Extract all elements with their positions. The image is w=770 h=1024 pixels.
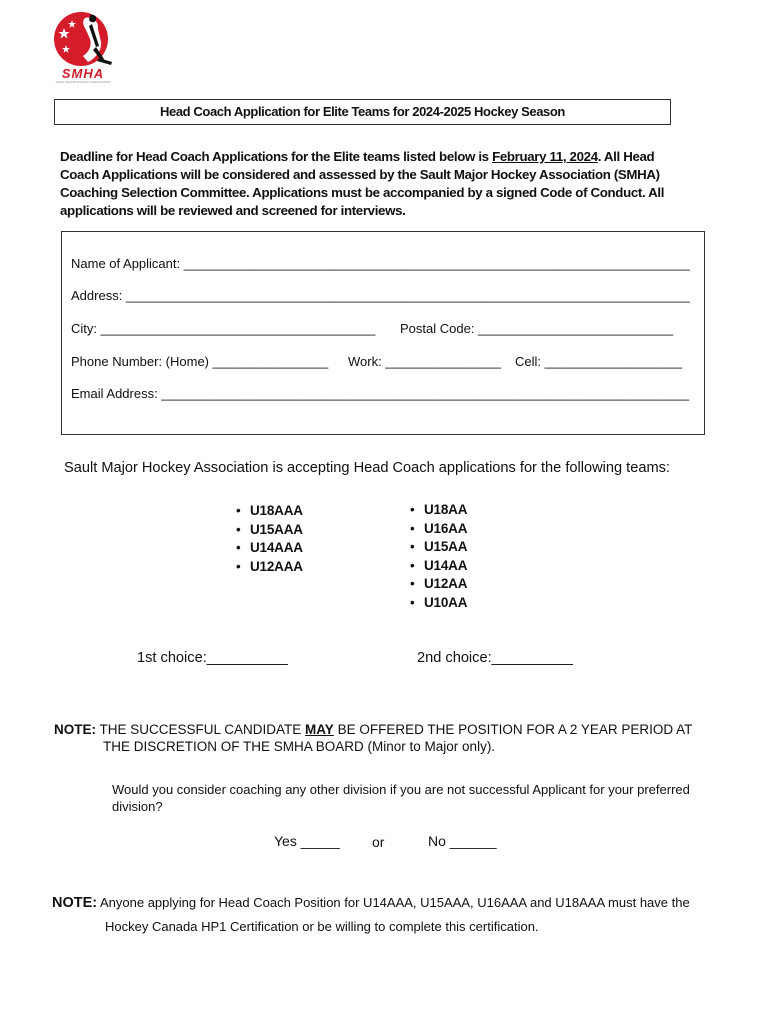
list-item: • U10AA [410,594,467,613]
logo-tagline: SAULT MAJOR HOCKEY ASSOCIATION [55,80,111,84]
name-of-applicant-field[interactable]: Name of Applicant: ______________________________________________________________________ [71,256,690,271]
address-field[interactable]: Address: ______________________________________________________________________________ [71,288,690,303]
no-field[interactable]: No ______ [428,833,497,849]
yes-field[interactable]: Yes _____ [274,833,340,849]
list-item: • U18AAA [236,502,303,521]
list-item: • U14AAA [236,539,303,558]
or-label: or [372,834,385,850]
note-text: BE OFFERED THE POSITION FOR A 2 YEAR PERIOD AT [333,722,693,737]
second-choice-field[interactable]: 2nd choice:__________ [417,650,573,666]
first-choice-field[interactable]: 1st choice:__________ [137,650,288,666]
other-division-question: Would you consider coaching any other division if you are not successful Applicant for your preferred division? [112,782,690,814]
postal-code-field[interactable]: Postal Code: ___________________________ [400,321,674,336]
note-text-line2: THE DISCRETION OF THE SMHA BOARD (Minor to Major only). [103,739,496,754]
note-label: NOTE: [54,722,96,737]
accepting-statement: Sault Major Hockey Association is accepting Head Coach applications for the following teams: [64,460,670,476]
note-text-line2: Hockey Canada HP1 Certification or be willing to complete this certification. [105,919,539,934]
aa-team-list [410,501,467,613]
phone-work-field[interactable]: Work: ________________ [348,354,501,369]
list-item: • U14AA [410,557,467,576]
phone-cell-field[interactable]: Cell: ___________________ [515,354,682,369]
note-may-emphasis: MAY [305,722,334,737]
list-item: • U15AA [410,538,467,557]
hockey-player-icon [52,12,114,68]
deadline-paragraph [60,148,680,220]
title-box [54,99,671,125]
note-label: NOTE: [52,895,98,911]
list-item: • U12AA [410,575,467,594]
city-field[interactable]: City: ______________________________________ [71,321,376,336]
phone-home-field[interactable]: Phone Number: (Home) ________________ [71,354,329,369]
logo-wordmark: SMHA [61,66,105,81]
aaa-team-list [236,502,303,576]
email-address-field[interactable]: Email Address: _________________________________________________________________________ [71,386,690,401]
note-hp1-certification [52,891,752,938]
note-text: THE SUCCESSFUL CANDIDATE [96,722,306,737]
applicant-info-box [61,231,705,435]
list-item: • U12AAA [236,558,303,577]
list-item: • U18AA [410,501,467,520]
smha-logo [52,12,114,82]
deadline-text-2: . All Head Coach Applications will be considered and assessed by the Sault Major Hockey Association (SMHA) Coaching Selection Committee. Applications must be accompanied by a signed Code of Conduct. All applications will be reviewed and screened for interviews. [60,149,665,218]
note-two-year-period [54,721,744,755]
note-text: Anyone applying for Head Coach Position for U14AAA, U15AAA, U16AAA and U18AAA must have the [97,895,690,910]
list-item: • U15AAA [236,521,303,540]
list-item: • U16AA [410,520,467,539]
deadline-text-1: Deadline for Head Coach Applications for the Elite teams listed below is [60,149,493,164]
page-title: Head Coach Application for Elite Teams for 2024-2025 Hockey Season [160,104,565,119]
deadline-date: February 11, 2024 [492,149,598,164]
